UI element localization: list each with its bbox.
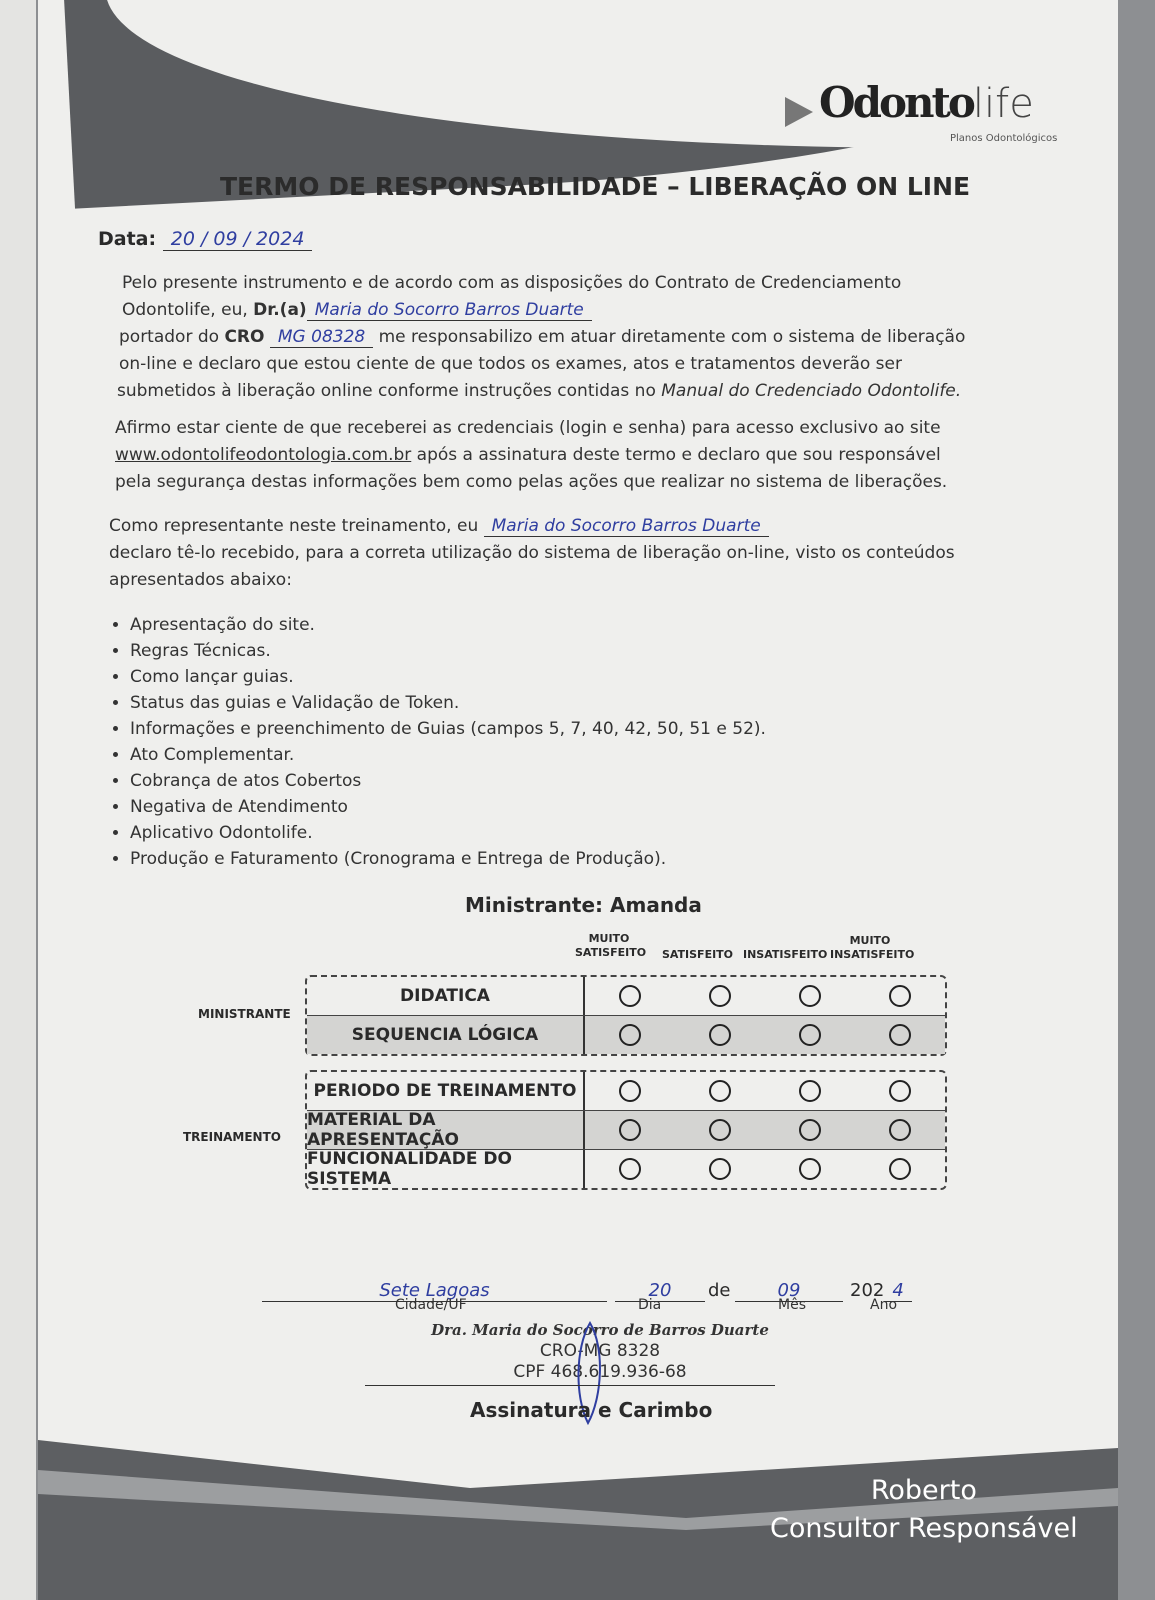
col-header: MUITO SATISFEITO [575,932,647,959]
year-prefix: 202 [850,1280,885,1301]
month-value: 09 [777,1280,801,1301]
topic-item: • Cobrança de atos Cobertos [130,768,766,794]
document-title: TERMO DE RESPONSABILIDADE – LIBERAÇÃO ON LINE [220,172,971,201]
radio-circle-icon[interactable] [799,985,821,1007]
radio-circle-icon[interactable] [889,1080,911,1102]
rating-option[interactable] [855,1072,945,1110]
rating-option[interactable] [855,977,945,1015]
topic-item: • Ato Complementar. [130,742,766,768]
criterion-label: PERIODO DE TREINAMENTO [307,1072,585,1110]
rating-option[interactable] [765,1150,855,1188]
rating-option[interactable] [585,1111,675,1149]
radio-circle-icon[interactable] [889,1158,911,1180]
manual-reference: Manual do Credenciado Odontolife. [661,381,962,401]
paragraph-1 [117,270,966,405]
city-caption: Cidade/UF [395,1297,467,1313]
radio-circle-icon[interactable] [799,1080,821,1102]
date-field [98,228,312,250]
rating-option[interactable] [765,977,855,1015]
p3-line: apresentados abaixo: [109,570,292,590]
month-caption: Mês [778,1297,806,1313]
year-caption: Ano [870,1297,898,1313]
p2-text: após a assinatura deste termo e declaro que sou responsável [411,445,941,465]
ministrante-table [305,975,947,1056]
rating-option[interactable] [675,1150,765,1188]
radio-circle-icon[interactable] [709,1024,731,1046]
radio-circle-icon[interactable] [619,1024,641,1046]
radio-circle-icon[interactable] [709,985,731,1007]
topic-item: • Informações e preenchimento de Guias (campos 5, 7, 40, 42, 50, 51 e 52). [130,716,766,742]
radio-circle-icon[interactable] [709,1119,731,1141]
criterion-label: DIDATICA [307,977,585,1015]
rating-row [307,1072,945,1111]
topic-item: • Status das guias e Validação de Token. [130,690,766,716]
paragraph-3 [109,513,955,594]
stamp-cro: CRO-MG 8328 [539,1341,661,1361]
group-label: TREINAMENTO [183,1130,281,1144]
criterion-label: MATERIAL DA APRESENTAÇÃO [307,1111,585,1149]
rating-option[interactable] [585,1150,675,1188]
radio-circle-icon[interactable] [709,1158,731,1180]
col-header: SATISFEITO [661,948,734,961]
dr-name: Maria do Socorro Barros Duarte [307,300,592,321]
radio-circle-icon[interactable] [709,1080,731,1102]
signature-line [365,1385,775,1386]
topic-item: • Produção e Faturamento (Cronograma e Entrega de Produção). [130,846,766,872]
rating-option[interactable] [855,1016,945,1054]
radio-circle-icon[interactable] [889,1024,911,1046]
de-text: de [708,1280,731,1301]
cro-label: CRO [224,327,265,347]
consultant-role: Consultor Responsável [770,1513,1078,1544]
criterion-label: SEQUENCIA LÓGICA [307,1016,585,1054]
rating-option[interactable] [585,977,675,1015]
p1-text: portador do [119,327,225,347]
rating-row [307,1111,945,1150]
p1-line [122,297,965,324]
signature-label: Assinatura e Carimbo [470,1398,713,1422]
radio-circle-icon[interactable] [619,1080,641,1102]
radio-circle-icon[interactable] [799,1158,821,1180]
day-caption: Dia [638,1297,662,1313]
rating-option[interactable] [585,1016,675,1054]
radio-circle-icon[interactable] [799,1024,821,1046]
rating-row [307,977,945,1016]
date-label: Data: [98,228,157,250]
p1-text: submetidos à liberação online conforme instruções contidas no [117,381,662,401]
rating-option[interactable] [765,1016,855,1054]
radio-circle-icon[interactable] [619,985,641,1007]
radio-circle-icon[interactable] [619,1119,641,1141]
radio-circle-icon[interactable] [799,1119,821,1141]
p1-text: Odontolife, eu, [122,300,254,320]
date-value: 20 / 09 / 2024 [163,228,313,251]
footer-consultant [770,1472,1078,1548]
adjacent-page [0,0,36,1600]
consultant-name: Roberto [870,1475,977,1506]
rating-option[interactable] [765,1072,855,1110]
rating-option[interactable] [855,1150,945,1188]
dr-label: Dr.(a) [253,300,307,320]
stamp-name: Dra. Maria do Socorro de Barros Duarte [431,1321,769,1339]
rating-option[interactable] [855,1111,945,1149]
logo-tagline: Planos Odontológicos [950,133,1058,144]
year-suffix: 4 [884,1280,911,1302]
treinamento-table [305,1070,947,1190]
city-value: Sete Lagoas [379,1280,490,1301]
topic-item: • Apresentação do site. [130,612,766,638]
rating-option[interactable] [675,977,765,1015]
p2-line: Afirmo estar ciente de que receberei as credenciais (login e senha) para acesso exclusivo ao site [115,418,941,438]
stamp-cpf: CPF 468.619.936-68 [513,1362,687,1382]
cro-value: MG 08328 [270,327,373,348]
topic-item: • Como lançar guias. [130,664,766,690]
site-link[interactable]: www.odontolifeodontologia.com.br [115,445,412,465]
logo-mark-icon [785,97,813,127]
ministrante-title: Ministrante: Amanda [465,893,702,917]
topic-item: • Negativa de Atendimento [130,794,766,820]
topics-list [110,612,766,872]
paragraph-2 [115,415,947,496]
col-header: MUITO INSATISFEITO [830,934,915,961]
radio-circle-icon[interactable] [889,985,911,1007]
p2-line: pela segurança destas informações bem como pelas ações que realizar no sistema de liberações. [115,472,948,492]
p1-text: me responsabilizo em atuar diretamente com o sistema de liberação [373,327,966,347]
rating-option[interactable] [675,1072,765,1110]
col-header: INSATISFEITO [743,948,828,961]
topic-item: • Regras Técnicas. [130,638,766,664]
rating-option[interactable] [675,1111,765,1149]
rating-option[interactable] [765,1111,855,1149]
topic-item: • Aplicativo Odontolife. [130,820,766,846]
rating-option[interactable] [675,1016,765,1054]
rating-row [307,1150,945,1188]
rating-option[interactable] [585,1072,675,1110]
p1-line [119,324,965,351]
odontolife-logo: Odonto life [785,78,1034,127]
day-value: 20 [648,1280,672,1301]
p1-line [117,378,965,405]
representative-name: Maria do Socorro Barros Duarte [484,516,769,537]
p3-text: Como representante neste treinamento, eu [109,516,484,536]
radio-circle-icon[interactable] [619,1158,641,1180]
rating-row [307,1016,945,1054]
radio-circle-icon[interactable] [889,1119,911,1141]
criterion-label: FUNCIONALIDADE DO SISTEMA [307,1150,585,1188]
p1-line: Pelo presente instrumento e de acordo com as disposições do Contrato de Credenciamento [122,273,902,293]
group-label: MINISTRANTE [198,1007,291,1021]
p1-line: on-line e declaro que estou ciente de que todos os exames, atos e tratamentos deverão ser [119,354,902,374]
p3-line: declaro tê-lo recebido, para a correta utilização do sistema de liberação on-line, visto os conteúdos [109,543,955,563]
